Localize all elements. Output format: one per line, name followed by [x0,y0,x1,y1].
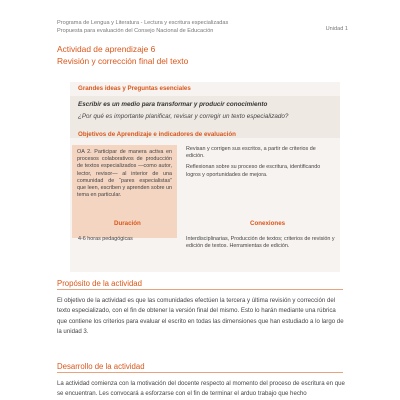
header-proposal: Propuesta para evaluación del Consejo Nacional de Educación [57,28,214,34]
connections-heading: Conexiones [250,220,286,227]
header-unit: Unidad 1 [325,26,348,32]
duration-heading: Duración [114,220,141,227]
duration-value: 4-6 horas pedagógicas [78,236,133,242]
activity-summary-box [70,82,340,272]
activity-name: Revisión y corrección final del texto [57,56,189,66]
essential-question: ¿Por qué es importante planificar, revisar y corregir un texto especializado? [78,113,289,120]
development-title: Desarrollo de la actividad [57,362,145,371]
indicators [186,146,334,183]
activity-heading [57,43,188,67]
section-divider [57,289,343,290]
development-text: La actividad comienza con la motivación del docente respecto al momento del proceso de escritura en que se encuentran. Les convocará a esforzarse con el fin de terminar el arduo trabajo que hecho [57,380,345,398]
purpose-title: Propósito de la actividad [57,279,142,288]
learning-objective: OA 2. Participar de manera activa en procesos colaborativos de producción de textos especializados —como autor, lector, revisor— al interior de una comunidad de “pares especialistas” que leen, escriben y aprenden sobre un tema en particular. [72,145,177,238]
activity-number: Actividad de aprendizaje 6 [57,44,156,54]
page-header [57,19,228,35]
indicator-item: Revisan y corrigen sus escritos, a partir de criterios de edición. [186,146,316,160]
section-divider [57,372,343,373]
header-program: Programa de Lengua y Literatura - Lectura y escritura especializadas [57,20,229,26]
indicator-item: Reflexionan sobre su proceso de escritura, identificando logros y oportunidades de mejora. [186,164,321,178]
big-idea: Escribir es un medio para transformar y producir conocimiento [78,101,268,108]
purpose-text: El objetivo de la actividad es que las comunidades efectúen la tercera y última revisión y corrección del texto especializado, con el fin de obtener la versión final del mismo. Esto lo harán mediante una rúbrica que contiene los criterios para evaluar el escrito en todas las dimensiones que han estudiado a lo largo de la unidad 3. [57,297,344,336]
big-ideas-heading: Grandes ideas y Preguntas esenciales [78,85,191,92]
objectives-heading: Objetivos de Aprendizaje e indicadores de evaluación [78,131,236,138]
connections-value: Interdisciplinarias, Producción de textos; criterios de revisión y edición de textos. Herramientas de edición. [186,236,335,250]
